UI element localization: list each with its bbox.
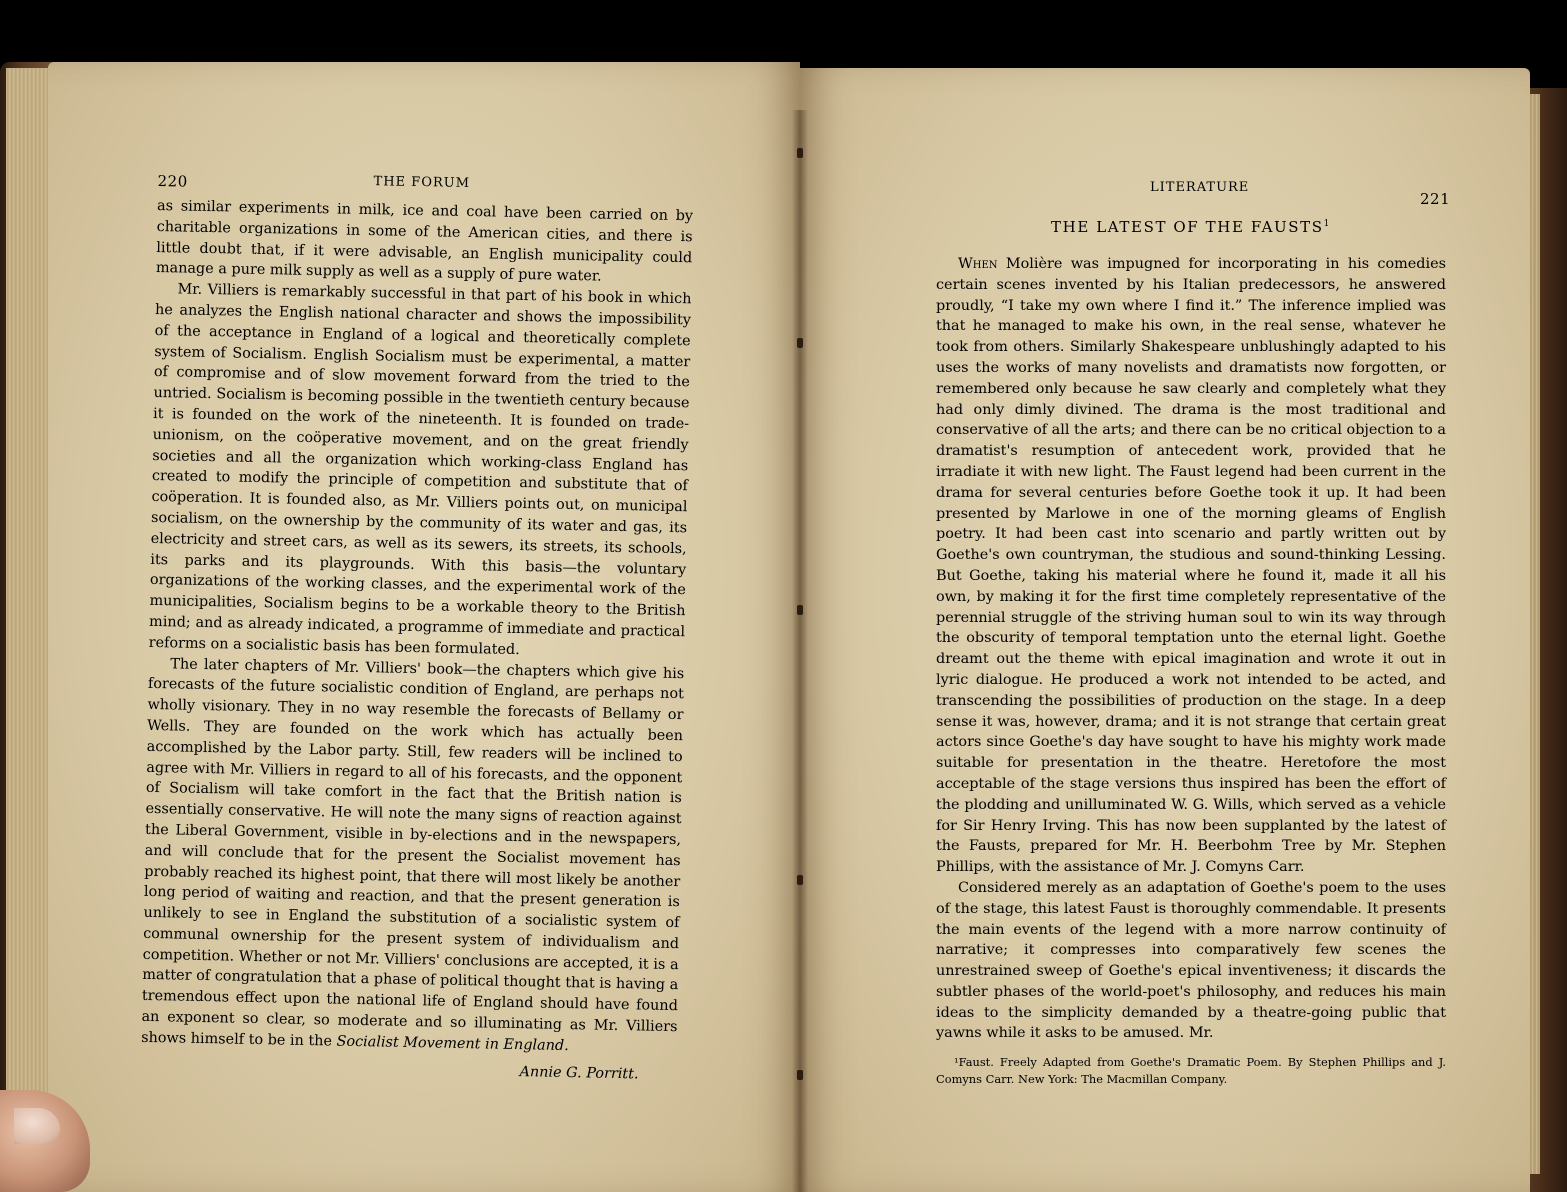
left-page-text [140,160,693,1083]
paragraph: as similar experiments in milk, ice and coal have been carried on by charitable organizations in some of the American cities, and there is little doubt that, if it were advisable, an English municipality could manage a pure milk supply as well as a supply of pure water. [155,197,694,285]
paragraph-text: Molière was impugned for incorporating in his comedies certain scenes invented by his Italian predecessors, he answered proudly, “I take my own where I find it.” The inference implied was that he managed to make his own, in the real sense, whatever he took from others. Similarly Shakespeare unblushingly adapted to his uses the works of many novelists and dramatists now forgotten, or remembered only because he saw clearly and completely what they had only dimly divined. The drama is the most traditional and conservative of all the arts; and there can be no critical objection to a dramatist's resumption of antecedent work, provided that he irradiate it with new light. The Faust legend had been current in the drama for several centuries before Goethe took it up. It had been presented by Marlowe in one of the morning gleams of English poetry. It had been cast into scenario and partly written out by Goethe's own countryman, the studious and sound-thinking Lessing. But Goethe, taking his material where he found it, made it all his own, by making it for the first time completely representative of the perennial struggle of the striving human soul to win its way through the obscurity of temporal temptation unto the eternal light. Goethe dreamt out the theme with epical imagination and wrote it out in lyric dialogue. He produced a work not intended to be acted, and transcending the possibilities of production on the stage. In a deep sense it was, however, drama; and it is not strange that certain great actors since Goethe's day have sought to have his mighty work made suitable for presentation in the theatre. Heretofore the most acceptable of the stage versions thus inspired has been the effort of the plodding and unilluminated W. G. Wills, which served as a vehicle for Sir Henry Irving. This has now been supplanted by the latest of the Fausts, prepared for Mr. H. Beerbohm Tree by Mr. Stephen Phillips, with the assistance of Mr. J. Comyns Carr. [936,256,1447,876]
binding-stitch [797,605,803,615]
author-signature: Annie G. Porritt. [519,1063,639,1083]
right-page-text [936,172,1451,1088]
article-title [936,218,1446,236]
binding-stitch [797,148,803,158]
page-number-right: 221 [1420,190,1451,208]
right-running-head [936,172,1451,208]
book-gutter [792,110,808,1192]
thumbnail [14,1108,60,1144]
binding-stitch [797,1070,803,1080]
paragraph: Mr. Villiers is remarkably successful in that part of his book in which he analyzes the English national character and shows the impossibility of the acceptance in England of a logical and theoretically complete system of Socialism. English Socialism must be experimental, a matter of compromise and of slow movement forward from the tried to the untried. Socialism is becoming possible in the twentieth century because it is founded on the work of the nineteenth. It is founded on trade-unionism, on the coöperative movement, and on the great friendly societies and all the organization which working-class England has created to modify the principle of competition and substitute that of coöperation. It is founded also, as Mr. Villiers points out, on municipal socialism, on the ownership by the community of its water and gas, its electricity and street cars, as well as its sewers, its streets, its schools, its parks and its playgrounds. With this basis—the voluntary organizations of the working classes, and the experimental work of the municipalities, Socialism begins to be a workable theory to the British mind; and as already indicated, a programme of immediate and practical reforms on a socialistic basis has been formulated. [148,281,692,658]
page-number-left: 220 [157,171,188,191]
running-head-title-left: THE FORUM [373,174,471,191]
running-head-title-right: LITERATURE [1150,180,1250,195]
paragraph [141,653,684,1058]
footnote: ¹Faust. Freely Adapted from Goethe's Dramatic Poem. By Stephen Phillips and J. Comyns Carr. New York: The Macmillan Company. [936,1055,1446,1087]
binding-stitch [797,875,803,885]
paragraph-text: The later chapters of Mr. Villiers' book—the chapters which give his forecasts of the future socialistic condition of England, are perhaps not wholly visionary. They in no way resemble the forecasts of Bellamy or Wells. They are founded on the work which has actually been accomplished by the Labor party. Still, few readers will be inclined to agree with Mr. Villiers in regard to all of his forecasts, and the opponent of Socialism will take comfort in the fact that the British nation is essentially conservative. He will note the many signs of reaction against the Liberal Government, visible in by-elections and in the newspapers, and will conclude that for the present the Socialist movement has probably reached its highest point, that there will most likely be another long period of waiting and reaction, and that the present generation is unlikely to see in England the substitution of a socialistic system of communal ownership for the present system of individualism and competition. Whether or not Mr. Villiers' conclusions are accepted, it is a matter of congratulation that a phase of political thought that is having a tremendous effect upon the national life of England should have found an exponent so clear, so moderate and so illuminating as Mr. Villiers shows himself to be in the [140,655,685,1050]
article-title-text: THE LATEST OF THE FAUSTS [1051,218,1324,236]
book-title: Socialist Movement in England. [336,1033,569,1054]
binding-stitch [797,338,803,348]
paragraph: Considered merely as an adaptation of Goethe's poem to the uses of the stage, this latest Faust is thoroughly commendable. It presents the main events of the legend with a more narrow continuity of narrative; it compresses into comparatively few scenes the unrestrained sweep of Goethe's epical inventiveness; it discards the subtler phases of the world-poet's philosophy, and reduces his main ideas to the simplicity demanded by a theatre-going public that yawns while it asks to be amused. Mr. [936,879,1446,1042]
first-word: When [958,256,998,272]
paragraph [936,254,1446,878]
footnote-marker: 1 [1323,219,1331,229]
